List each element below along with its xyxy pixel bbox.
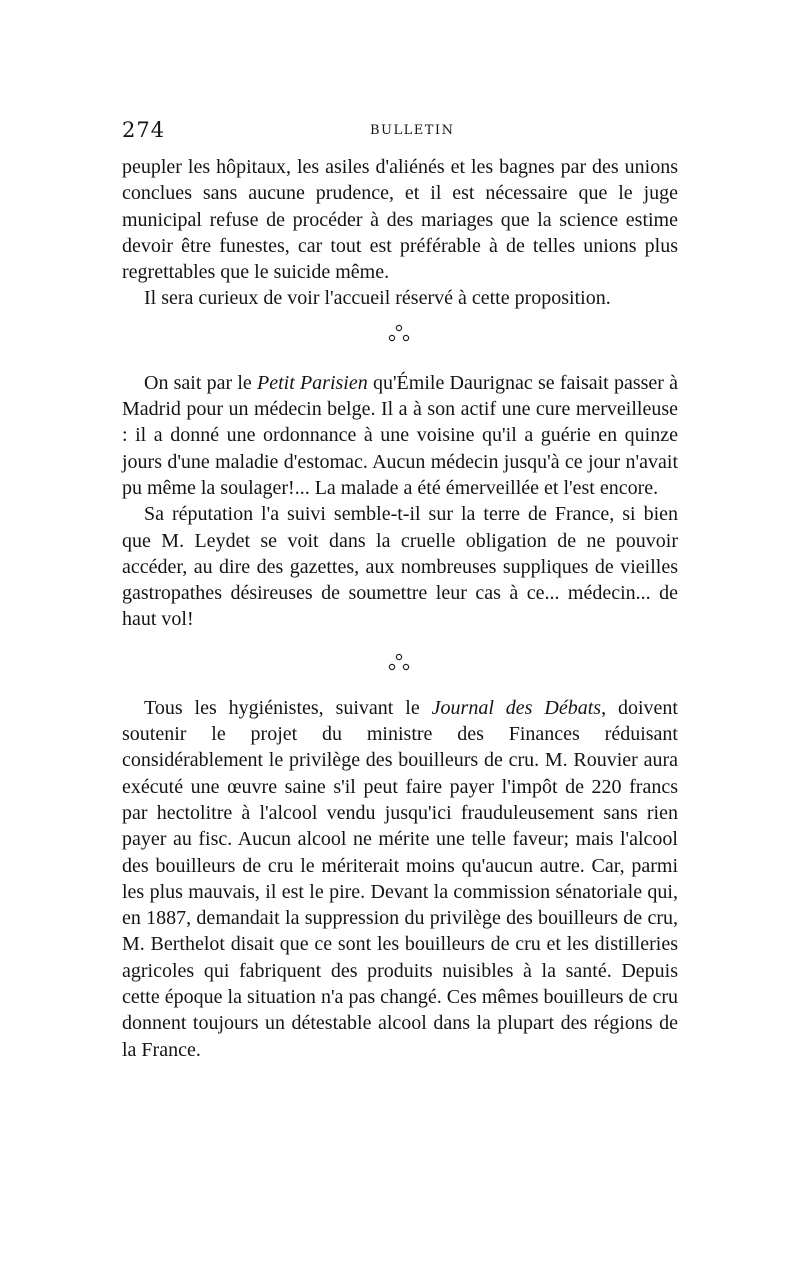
running-head: BULLETIN	[370, 123, 455, 138]
paragraph: Sa réputation l'a suivi semble-t-il sur la terre de France, si bien que M. Leydet se voit dans la cruelle obligation de ne pouvoir accéder, au dire des gazettes, aux nombreuses suppliques de vieilles gastropathes désireuses de soumettre leur cas à ce... médecin... de haut vol!	[122, 503, 678, 631]
paragraph-continued: peupler les hôpitaux, les asiles d'aliénés et les bagnes par des unions conclues sans aucune prudence, et il est nécessaire que le juge municipal refuse de procéder à des mariages que la science estime devoir être funestes, car tout est préférable à de telles unions plus regrettables que le suicide même.	[122, 156, 678, 284]
newspaper-title: Petit Parisien	[257, 371, 368, 394]
paragraph: Il sera curieux de voir l'accueil réservé à cette proposition.	[144, 287, 611, 310]
body-text	[122, 154, 678, 1063]
asterism-separator-icon	[384, 322, 414, 344]
page-number: 274	[122, 118, 166, 142]
text-run: qu'Émile Daurignac se faisait passer à Madrid pour un médecin belge. Il a à son actif une cure merveilleuse : il a donné une ordonnance à une voisine qu'il a guérie en quinze jours d'une maladie d'estomac. Aucun médecin jusqu'à ce jour n'avait pu même la soulager!... La malade a été émerveillée et l'est encore.	[122, 371, 679, 499]
text-run: , doivent soutenir le projet du ministre des Finances réduisant considérablement le privilège des bouilleurs de cru. M. Rouvier aura exécuté une œuvre saine s'il peut faire payer l'impôt de 220 francs par hectolitre à l'alcool vendu jusqu'ici frauduleusement sans rien payer au fisc. Aucun alcool ne mérite une telle faveur; mais l'alcool des bouilleurs de cru le mériterait moins qu'aucun autre. Car, parmi les plus mauvais, il est le pire. Devant la commission sénatoriale qui, en 1887, demandait la suppression du privilège des bouilleurs de cru, M. Berthelot disait que ce sont les bouilleurs de cru et les distilleries agricoles qui fabriquent des produits nuisibles à la santé. Depuis cette époque la situation n'a pas changé. Ces mêmes bouilleurs de cru donnent toujours un détestable alcool dans la plupart des régions de la France.	[122, 696, 678, 1061]
paragraph-hygienistes	[122, 695, 678, 1063]
paragraph-daurignac	[122, 370, 678, 501]
page-header	[122, 118, 678, 142]
asterism-separator-icon	[384, 651, 414, 673]
newspaper-title: Journal des Débats	[431, 696, 602, 719]
text-run: Tous les hygiénistes, suivant le	[144, 696, 432, 719]
text-run: On sait par le	[144, 371, 257, 394]
